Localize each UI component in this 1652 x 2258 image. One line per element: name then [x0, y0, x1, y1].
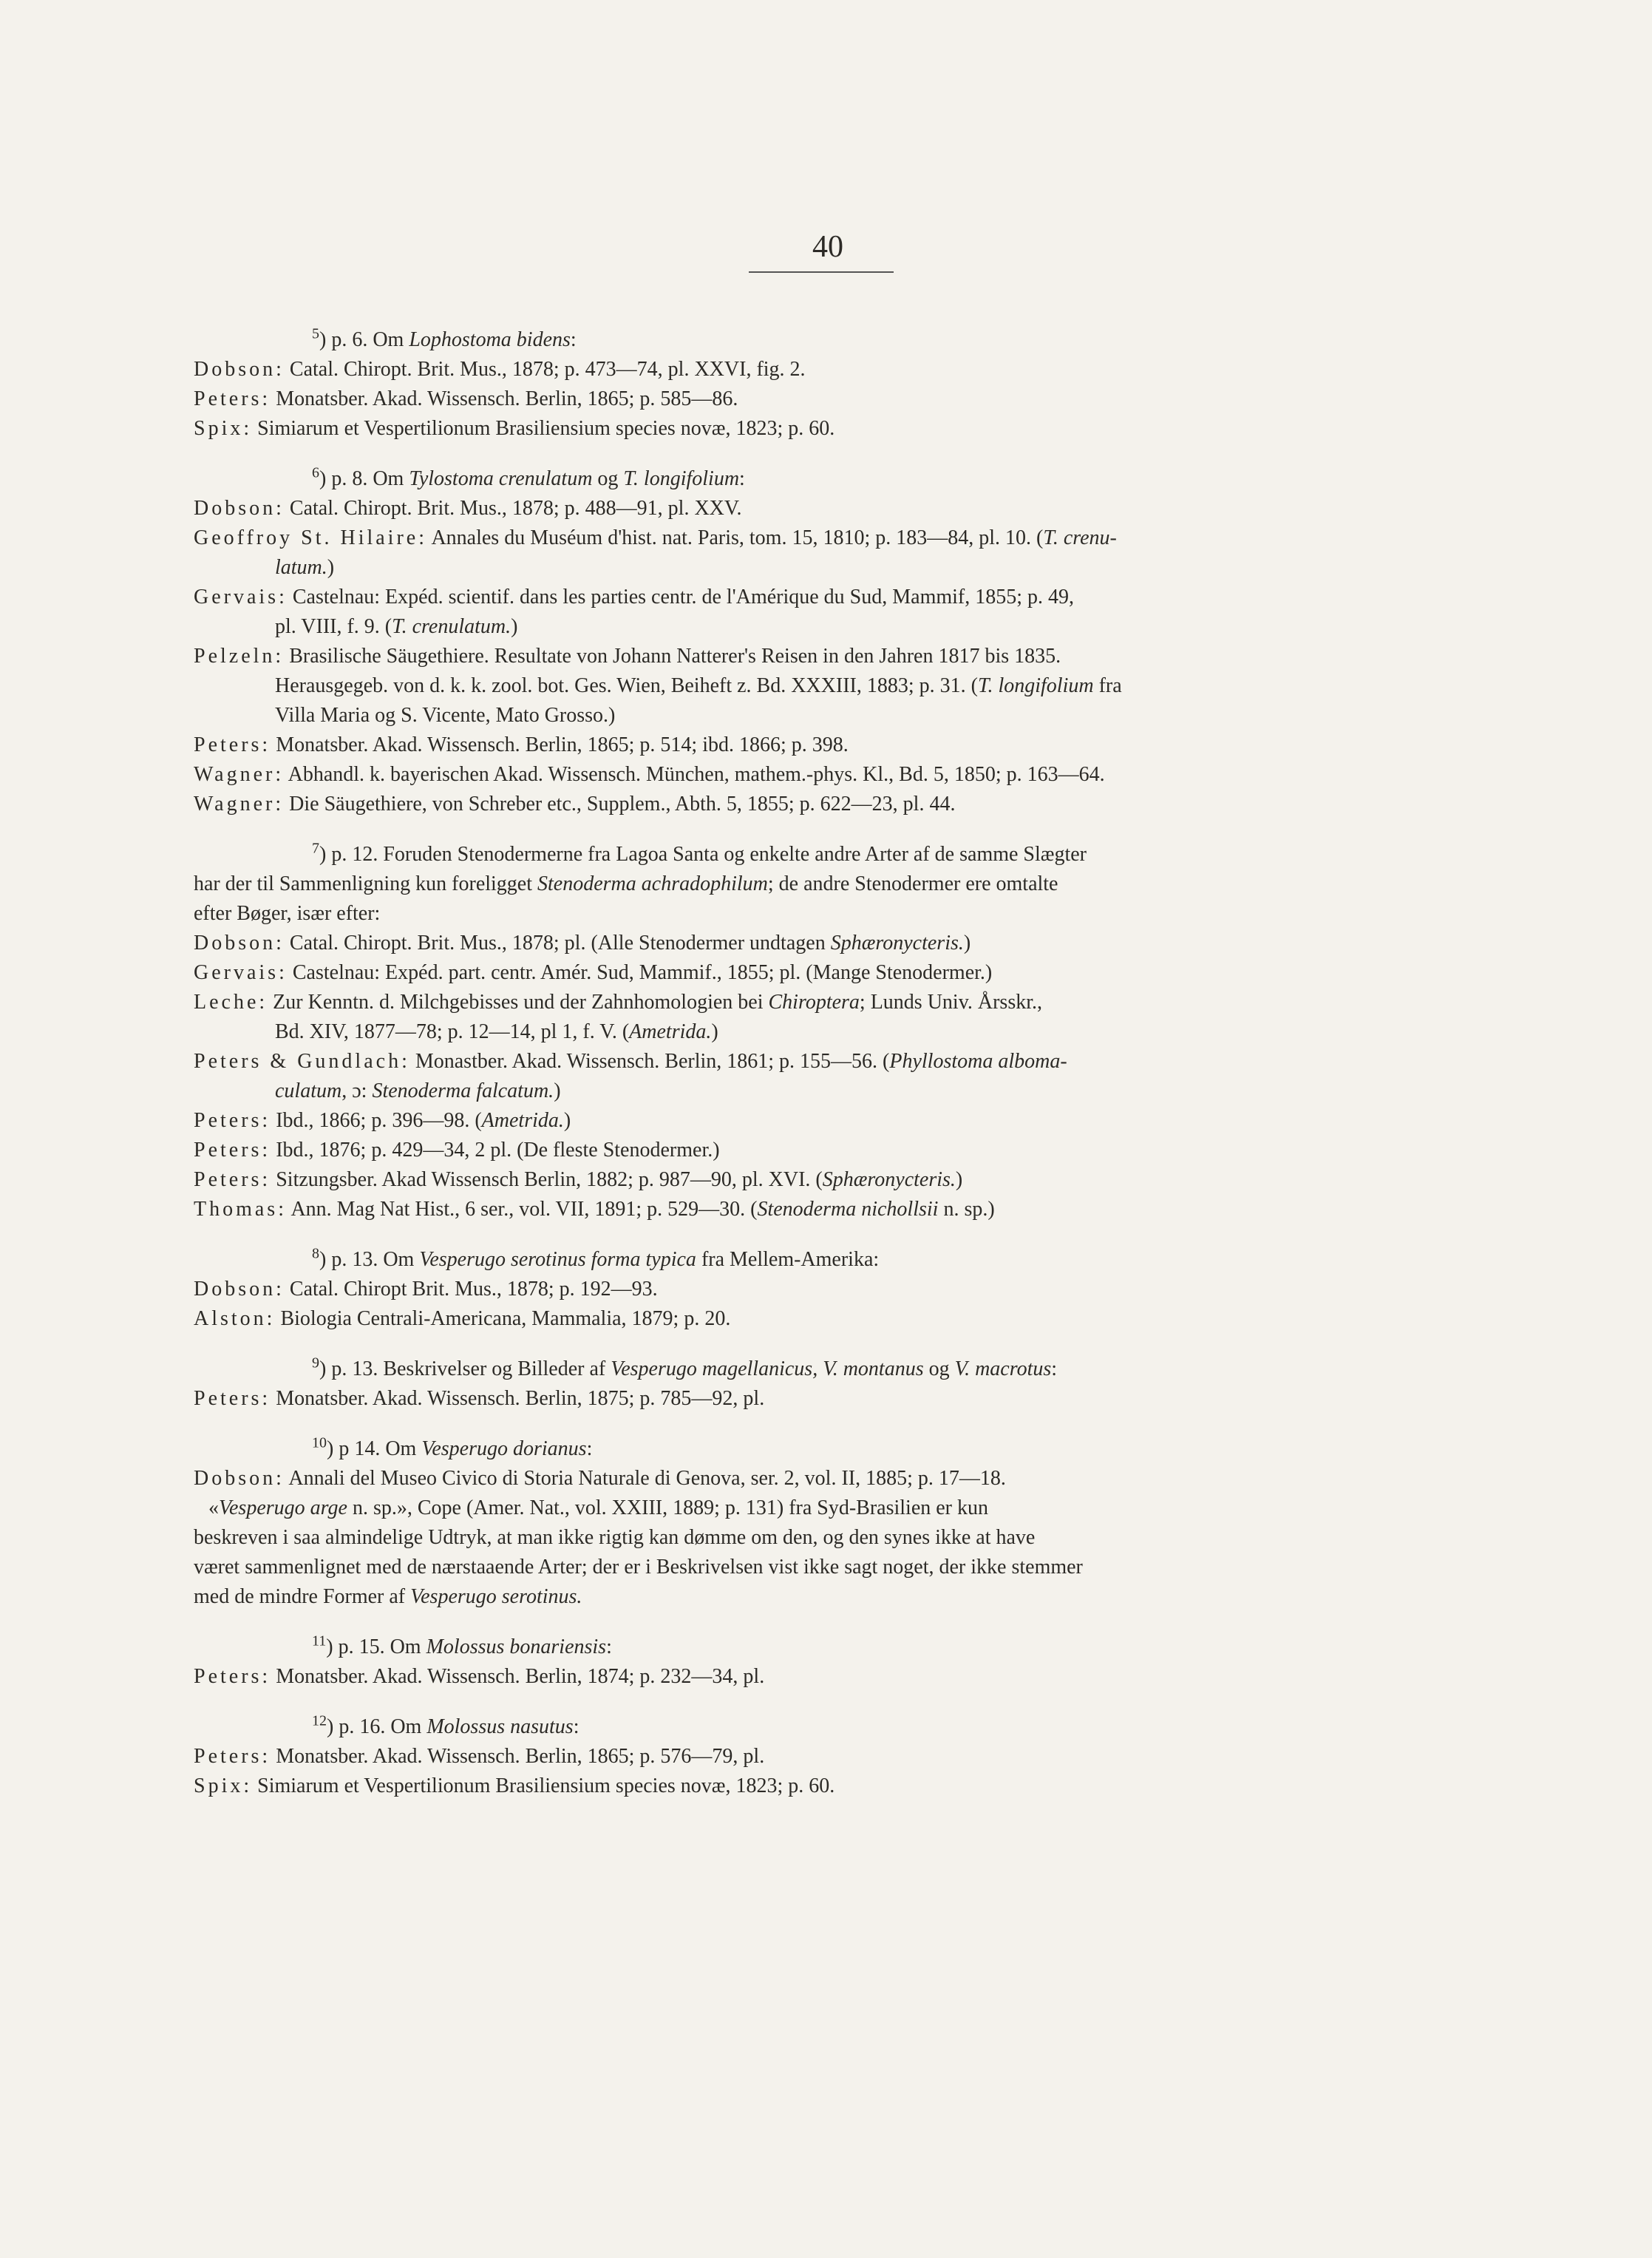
- reference-author: Peters:: [194, 1109, 271, 1132]
- footnote-text: efter Bøger, især efter:: [194, 902, 381, 925]
- italic-text: T. crenu-: [1043, 526, 1117, 549]
- footnote-line: [194, 414, 1421, 444]
- footnote: [194, 464, 1421, 819]
- reference-author: Peters:: [194, 1745, 271, 1768]
- italic-text: Molossus bonariensis: [426, 1635, 607, 1658]
- footnote-line: [194, 355, 1421, 384]
- reference-author: Wagner:: [194, 763, 285, 786]
- italic-text: Molossus nasutus: [426, 1715, 574, 1738]
- footnote-text: ): [563, 1109, 571, 1132]
- footnote-number: 5: [312, 325, 319, 342]
- page-number-rule: [749, 271, 894, 273]
- footnote-line: [194, 1304, 1421, 1334]
- footnote-text: Catal. Chiropt. Brit. Mus., 1878; pl. (Alle Stenodermer undtagen: [284, 932, 831, 955]
- footnote-text: :: [1051, 1357, 1058, 1380]
- reference-author: Peters:: [194, 387, 271, 410]
- footnote-text: Brasilische Säugethiere. Resultate von Johann Natterer's Reisen in den Jahren 1817 bis 1835.: [284, 645, 1061, 668]
- footnote: [194, 1245, 1421, 1334]
- footnote-line: [194, 1772, 1421, 1801]
- footnote-line: [194, 1434, 1421, 1464]
- reference-author: Dobson:: [194, 497, 285, 520]
- italic-text: Stenoderma achradophilum: [537, 872, 768, 895]
- footnote-number: 6: [312, 464, 319, 481]
- footnote-text: Monatsber. Akad. Wissensch. Berlin, 1874; p. 232—34, pl.: [271, 1665, 765, 1688]
- footnote-text: og: [592, 467, 624, 490]
- footnote-text: ) p 14. Om: [327, 1437, 422, 1460]
- footnote: [194, 1633, 1421, 1692]
- reference-author: Spix:: [194, 1774, 253, 1797]
- footnote-line: [194, 760, 1421, 790]
- footnote-line: [194, 671, 1421, 701]
- reference-author: Dobson:: [194, 1467, 285, 1490]
- reference-author: Peters:: [194, 1387, 271, 1410]
- footnote: [194, 840, 1421, 1224]
- footnote-text: ) p. 6. Om: [319, 328, 409, 351]
- italic-text: latum.: [275, 556, 327, 579]
- footnote-line: [194, 730, 1421, 760]
- italic-text: Tylostoma crenulatum: [409, 467, 593, 490]
- footnote-line: [194, 612, 1421, 642]
- italic-text: Vesperugo serotinus forma typica: [419, 1248, 696, 1271]
- footnote-line: [194, 1355, 1421, 1384]
- footnote-text: Monatsber. Akad. Wissensch. Berlin, 1865; p. 576—79, pl.: [271, 1745, 765, 1768]
- footnote: [194, 1434, 1421, 1612]
- footnote-text: Monastber. Akad. Wissensch. Berlin, 1861; p. 155—56. (: [409, 1050, 890, 1073]
- italic-text: Ametrida.: [481, 1109, 564, 1132]
- footnote-text: ) p. 16. Om: [327, 1715, 427, 1738]
- reference-author: Alston:: [194, 1307, 276, 1330]
- footnote-line: [194, 988, 1421, 1017]
- footnote-line: [194, 869, 1421, 899]
- footnote-text: :: [739, 467, 745, 490]
- italic-text: Lophostoma bidens: [409, 328, 571, 351]
- reference-author: Gervais:: [194, 961, 288, 984]
- footnote: [194, 1712, 1421, 1801]
- italic-text: Sphæronycteris.: [830, 932, 964, 955]
- italic-text: Vesperugo magellanicus, V. montanus: [611, 1357, 924, 1380]
- footnote-number: 7: [312, 840, 319, 857]
- footnote-line: [194, 325, 1421, 355]
- page-number: 40: [812, 230, 843, 264]
- italic-text: T. longifolium: [977, 674, 1094, 697]
- footnote: [194, 325, 1421, 444]
- footnote-text: Catal. Chiropt Brit. Mus., 1878; p. 192—93.: [284, 1278, 658, 1301]
- footnote-text: ): [511, 615, 518, 638]
- footnote-number: 8: [312, 1245, 319, 1262]
- footnote-line: [194, 1582, 1421, 1612]
- footnote-text: beskreven i saa almindelige Udtryk, at man ikke rigtig kan dømme om den, og den synes ikke at have: [194, 1526, 1036, 1549]
- footnote-text: , ɔ:: [341, 1079, 373, 1102]
- footnote-text: og: [923, 1357, 955, 1380]
- footnote-text: ; de andre Stenodermer ere omtalte: [767, 872, 1058, 895]
- footnote-text: ) p. 13. Beskrivelser og Billeder af: [319, 1357, 611, 1380]
- reference-author: Gervais:: [194, 586, 288, 608]
- italic-text: culatum: [275, 1079, 342, 1102]
- footnote-text: ) p. 13. Om: [319, 1248, 420, 1271]
- footnote-text: ): [327, 556, 335, 579]
- footnote-line: [194, 899, 1421, 929]
- footnote-text: Catal. Chiropt. Brit. Mus., 1878; p. 488—91, pl. XXV.: [284, 497, 742, 520]
- footnote-text: «: [208, 1496, 219, 1519]
- footnote-text: Zur Kenntn. d. Milchgebisses und der Zahnhomologien bei: [268, 991, 769, 1014]
- italic-text: Stenoderma nichollsii: [757, 1198, 939, 1221]
- italic-text: Sphæronycteris.: [822, 1168, 956, 1191]
- footnote-text: Villa Maria og S. Vicente, Mato Grosso.): [275, 704, 616, 727]
- footnote-text: pl. VIII, f. 9. (: [275, 615, 392, 638]
- footnote-text: n. sp.», Cope (Amer. Nat., vol. XXIII, 1889; p. 131) fra Syd-Brasilien er kun: [347, 1496, 989, 1519]
- reference-author: Peters & Gundlach:: [194, 1050, 410, 1073]
- italic-text: Vesperugo serotinus.: [410, 1585, 582, 1608]
- footnote-text: Die Säugethiere, von Schreber etc., Supplem., Abth. 5, 1855; p. 622—23, pl. 44.: [284, 793, 956, 816]
- footnote-line: [194, 494, 1421, 523]
- footnote-text: Castelnau: Expéd. part. centr. Amér. Sud, Mammif., 1855; pl. (Mange Stenodermer.): [287, 961, 993, 984]
- reference-author: Peters:: [194, 1168, 271, 1191]
- footnote-text: :: [606, 1635, 612, 1658]
- footnote-text: Ibd., 1866; p. 396—98. (: [271, 1109, 482, 1132]
- footnote-text: fra: [1093, 674, 1122, 697]
- footnote-line: [194, 1494, 1421, 1523]
- footnote-line: [194, 958, 1421, 988]
- footnote-text: Ibd., 1876; p. 429—34, 2 pl. (De fleste Stenodermer.): [271, 1139, 720, 1162]
- reference-author: Geoffroy St. Hilaire:: [194, 526, 427, 549]
- footnote-text: Monatsber. Akad. Wissensch. Berlin, 1865; p. 585—86.: [271, 387, 738, 410]
- footnote-number: 9: [312, 1355, 319, 1372]
- footnote-text: Ann. Mag Nat Hist., 6 ser., vol. VII, 1891; p. 529—30. (: [287, 1198, 758, 1221]
- footnote-line: [194, 523, 1421, 553]
- footnote-text: ; Lunds Univ. Årsskr.,: [859, 991, 1042, 1014]
- footnote-text: Abhandl. k. bayerischen Akad. Wissensch. München, mathem.-phys. Kl., Bd. 5, 1850; p. 163—64.: [284, 763, 1105, 786]
- reference-author: Pelzeln:: [194, 645, 285, 668]
- italic-text: T. longifolium: [623, 467, 740, 490]
- footnote-number: 10: [312, 1434, 327, 1451]
- reference-author: Spix:: [194, 417, 253, 440]
- footnotes: [194, 325, 1421, 1822]
- footnote-line: [194, 1195, 1421, 1224]
- footnote-text: med de mindre Former af: [194, 1585, 411, 1608]
- footnote-line: [194, 583, 1421, 612]
- footnote-line: [194, 1136, 1421, 1165]
- footnote-text: n. sp.): [938, 1198, 995, 1221]
- italic-text: Vesperugo arge: [219, 1496, 347, 1519]
- footnote-text: :: [586, 1437, 593, 1460]
- italic-text: Chiroptera: [768, 991, 860, 1014]
- reference-author: Peters:: [194, 1665, 271, 1688]
- footnote-line: [194, 1464, 1421, 1494]
- footnote-text: Castelnau: Expéd. scientif. dans les parties centr. de l'Amérique du Sud, Mammif, 1855; p. 49,: [287, 586, 1075, 608]
- footnote-line: [194, 1165, 1421, 1195]
- italic-text: V. macrotus: [954, 1357, 1052, 1380]
- footnote-text: ): [963, 932, 971, 955]
- footnote-line: [194, 1553, 1421, 1582]
- footnote-text: ) p. 15. Om: [326, 1635, 426, 1658]
- reference-author: Dobson:: [194, 358, 285, 381]
- reference-author: Peters:: [194, 1139, 271, 1162]
- footnote-text: ): [554, 1079, 561, 1102]
- reference-author: Thomas:: [194, 1198, 287, 1221]
- footnote-line: [194, 1047, 1421, 1077]
- reference-author: Dobson:: [194, 1278, 285, 1301]
- footnote: [194, 1355, 1421, 1414]
- footnote-text: Simiarum et Vespertilionum Brasiliensium species novæ, 1823; p. 60.: [252, 417, 835, 440]
- footnote-line: [194, 464, 1421, 494]
- footnote-text: Bd. XIV, 1877—78; p. 12—14, pl 1, f. V. (: [275, 1020, 630, 1043]
- footnote-text: Monatsber. Akad. Wissensch. Berlin, 1865; p. 514; ibd. 1866; p. 398.: [271, 733, 849, 756]
- footnote-text: ): [711, 1020, 718, 1043]
- footnote-line: [194, 1384, 1421, 1414]
- footnote-number: 12: [312, 1712, 327, 1729]
- italic-text: T. crenulatum.: [392, 615, 511, 638]
- footnote-text: har der til Sammenligning kun foreligget: [194, 872, 538, 895]
- footnote-line: [194, 1662, 1421, 1692]
- reference-author: Leche:: [194, 991, 268, 1014]
- footnote-text: ): [955, 1168, 963, 1191]
- italic-text: Vesperugo dorianus: [421, 1437, 587, 1460]
- footnote-text: Annales du Muséum d'hist. nat. Paris, tom. 15, 1810; p. 183—84, pl. 10. (: [426, 526, 1044, 549]
- footnote-text: Simiarum et Vespertilionum Brasiliensium species novæ, 1823; p. 60.: [252, 1774, 835, 1797]
- footnote-line: [194, 790, 1421, 819]
- italic-text: Stenoderma falcatum.: [372, 1079, 554, 1102]
- footnote-line: [194, 1077, 1421, 1106]
- footnote-line: [194, 1275, 1421, 1304]
- italic-text: Ametrida.: [629, 1020, 712, 1043]
- reference-author: Wagner:: [194, 793, 285, 816]
- reference-author: Peters:: [194, 733, 271, 756]
- footnote-line: [194, 1523, 1421, 1553]
- footnote-text: Catal. Chiropt. Brit. Mus., 1878; p. 473—74, pl. XXVI, fig. 2.: [284, 358, 806, 381]
- footnote-line: [194, 1742, 1421, 1772]
- footnote-text: Annali del Museo Civico di Storia Naturale di Genova, ser. 2, vol. II, 1885; p. 17—18.: [284, 1467, 1006, 1490]
- footnote-number: 11: [312, 1633, 327, 1650]
- footnote-text: :: [573, 1715, 579, 1738]
- footnote-text: Sitzungsber. Akad Wissensch Berlin, 1882; p. 987—90, pl. XVI. (: [271, 1168, 823, 1191]
- footnote-line: [194, 384, 1421, 414]
- footnote-line: [194, 840, 1421, 869]
- footnote-line: [194, 1245, 1421, 1275]
- reference-author: Dobson:: [194, 932, 285, 955]
- footnote-text: fra Mellem-Amerika:: [696, 1248, 880, 1271]
- footnote-line: [194, 1106, 1421, 1136]
- footnote-line: [194, 553, 1421, 583]
- footnote-text: Herausgegeb. von d. k. k. zool. bot. Ges. Wien, Beiheft z. Bd. XXXIII, 1883; p. 31. (: [275, 674, 978, 697]
- footnote-line: [194, 1017, 1421, 1047]
- footnote-line: [194, 1633, 1421, 1662]
- footnote-text: :: [570, 328, 577, 351]
- footnote-text: Monatsber. Akad. Wissensch. Berlin, 1875; p. 785—92, pl.: [271, 1387, 765, 1410]
- footnote-line: [194, 701, 1421, 730]
- italic-text: Phyllostoma alboma-: [889, 1050, 1067, 1073]
- footnote-text: Biologia Centrali-Americana, Mammalia, 1879; p. 20.: [275, 1307, 731, 1330]
- footnote-text: ) p. 12. Foruden Stenodermerne fra Lagoa Santa og enkelte andre Arter af de samme Slægter: [319, 843, 1087, 866]
- footnote-text: ) p. 8. Om: [319, 467, 409, 490]
- footnote-line: [194, 929, 1421, 958]
- footnote-text: været sammenlignet med de nærstaaende Arter; der er i Beskrivelsen vist ikke sagt noget, der ikke stemmer: [194, 1556, 1083, 1579]
- footnote-line: [194, 642, 1421, 671]
- footnote-line: [194, 1712, 1421, 1742]
